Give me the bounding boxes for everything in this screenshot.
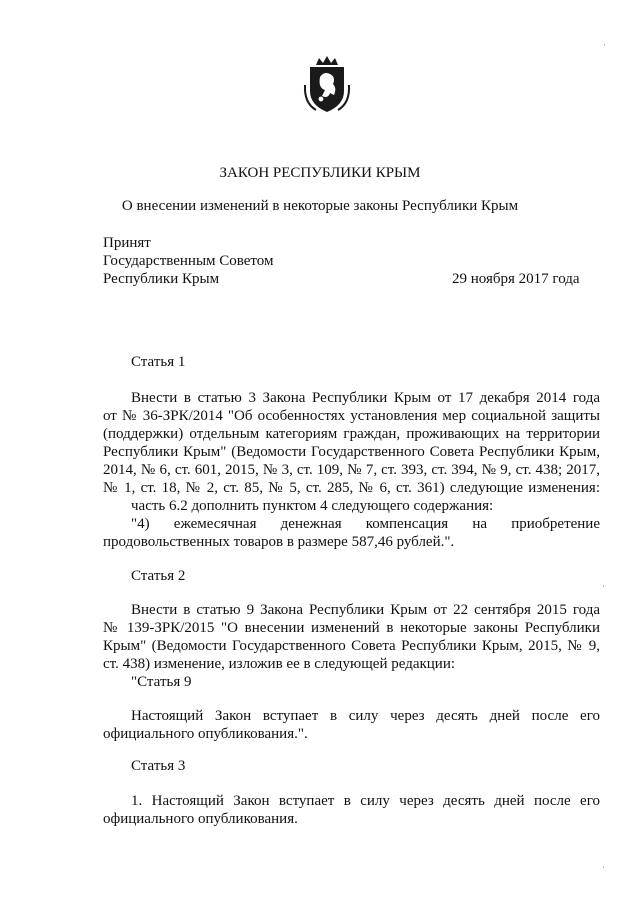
scan-speck: [603, 585, 604, 587]
law-title: ЗАКОН РЕСПУБЛИКИ КРЫМ: [219, 165, 421, 181]
adoption-line-1: Принят: [103, 235, 151, 251]
article-1-item-line: часть 6.2 дополнить пунктом 4 следующего содержания:: [131, 498, 494, 514]
adoption-line-3: Республики Крым: [103, 271, 220, 287]
article-3-heading: Статья 3: [131, 758, 186, 774]
article-2-quote-line: официального опубликования.".: [103, 726, 308, 742]
article-3-line: официального опубликования.: [103, 811, 298, 827]
article-2-line: ст. 438) изменение, изложив ее в следующей редакции:: [103, 656, 456, 672]
pearl-shape: [319, 97, 324, 102]
article-1-heading: Статья 1: [131, 354, 186, 370]
article-1-line: Внести в статью 3 Закона Республики Крым от 17 декабря 2014 года: [131, 390, 600, 406]
adoption-line-2: Государственным Советом: [103, 253, 274, 269]
scan-speck: [604, 44, 605, 46]
scan-speck: [603, 866, 604, 868]
article-1-quote-line: "4) ежемесячная денежная компенсация на приобретение: [131, 516, 600, 532]
article-2-quote-line: Настоящий Закон вступает в силу через десять дней после его: [131, 708, 600, 724]
article-1-line: 2014, № 6, ст. 601, 2015, № 3, ст. 109, № 7, ст. 393, ст. 394, № 9, ст. 438; 2017,: [103, 462, 600, 478]
law-subtitle: О внесении изменений в некоторые законы Республики Крым: [121, 198, 519, 214]
article-2-line: Внести в статью 9 Закона Республики Крым от 22 сентября 2015 года: [131, 602, 600, 618]
coat-of-arms-emblem: [302, 55, 352, 113]
crown-shape: [316, 56, 338, 65]
article-2-line: № 139-ЗРК/2015 "О внесении изменений в некоторые законы Республики: [103, 620, 600, 636]
article-2-heading: Статья 2: [131, 568, 186, 584]
article-1-line: № 1, ст. 18, № 2, ст. 85, № 5, ст. 285, № 6, ст. 361) следующие изменения:: [103, 480, 600, 496]
article-2-quote-heading: "Статья 9: [131, 674, 192, 690]
article-1-quote-line: продовольственных товаров в размере 587,46 рублей.".: [103, 534, 455, 550]
adoption-date: 29 ноября 2017 года: [452, 271, 580, 287]
article-3-line: 1. Настоящий Закон вступает в силу через десять дней после его: [131, 793, 600, 809]
article-1-line: Республики Крым" (Ведомости Государственного Совета Республики Крым,: [103, 444, 600, 460]
article-2-line: Крым" (Ведомости Государственного Совета Республики Крым, 2015, № 9,: [103, 638, 600, 654]
article-1-line: (поддержки) отдельным категориям граждан, проживающих на территории: [103, 426, 600, 442]
article-1-line: от № 36-ЗРК/2014 "Об особенностях установления мер социальной защиты: [103, 408, 600, 424]
